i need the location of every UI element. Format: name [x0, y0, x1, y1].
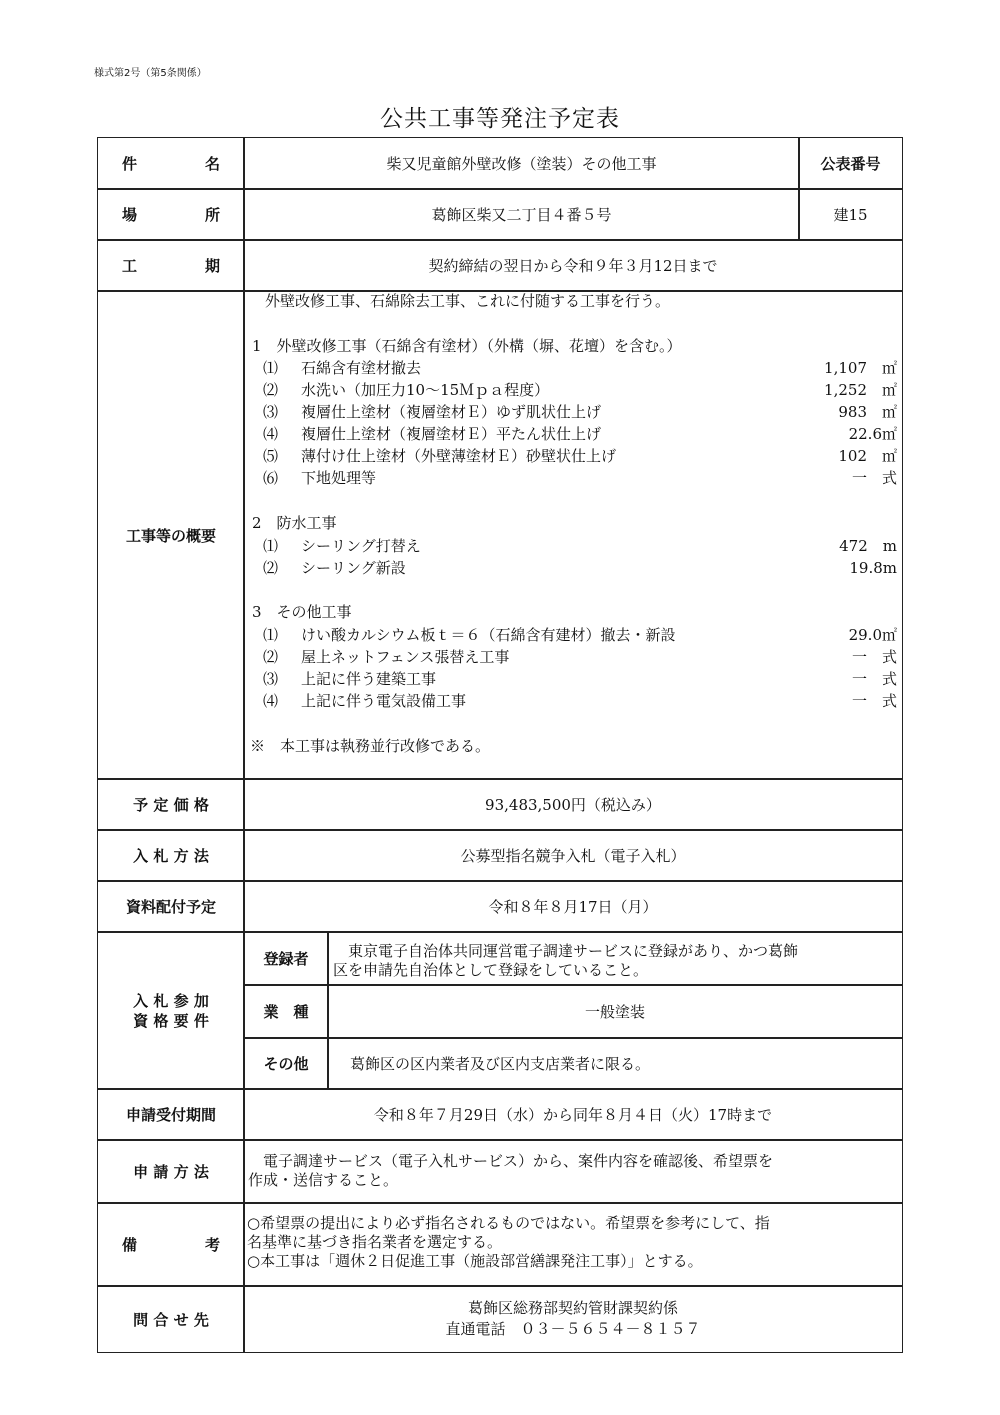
location-value: 葛飾区柴又二丁目４番５号	[243, 188, 800, 241]
label-bid-qualification: 入 札 参 加 資 格 要 件	[97, 931, 245, 1090]
label-contact: 問 合 せ 先	[97, 1285, 245, 1353]
label-application-period: 申請受付期間	[97, 1088, 245, 1141]
project-name-value: 柴又児童館外壁改修（塗装）その他工事	[243, 137, 800, 190]
contact-value: 葛飾区総務部契約管財課契約係 直通電話 ０３－５６５４－８１５７	[243, 1285, 903, 1353]
publication-number-value: 建15	[798, 188, 903, 241]
label-industry: 業 種	[243, 984, 329, 1039]
label-estimated-price: 予 定 価 格	[97, 778, 245, 831]
section-heading: 3 その他工事	[252, 603, 352, 621]
label-registrant: 登録者	[243, 931, 329, 986]
construction-period-value: 契約締結の翌日から令和９年３月12日まで	[243, 239, 903, 292]
other-requirements-value: 葛飾区の区内業者及び区内支店業者に限る。	[327, 1037, 903, 1090]
registrant-value: 東京電子自治体共同運営電子調達サービスに登録があり、かつ葛飾 区を申請先自治体として登録をしていること。	[333, 942, 799, 979]
label-location: 場 所	[97, 188, 245, 241]
list-item: ⑷ 上記に伴う電気設備工事 一 式	[263, 692, 897, 710]
list-item: ⑴ けい酸カルシウム板ｔ＝６（石綿含有建材）撤去・新設 29.0㎡	[263, 626, 897, 644]
list-item: ⑶ 上記に伴う建築工事 一 式	[263, 670, 897, 688]
list-item: ⑶ 複層仕上塗材（複層塗材Ｅ）ゆず肌状仕上げ 983 ㎡	[263, 403, 897, 421]
label-overview: 工事等の概要	[97, 290, 245, 780]
section-heading: 1 外壁改修工事（石綿含有塗材）（外構（塀、花壇）を含む。）	[252, 337, 682, 355]
list-item: ⑴ シーリング打替え 472 m	[263, 537, 897, 555]
list-item: ⑵ 屋上ネットフェンス張替え工事 一 式	[263, 648, 897, 666]
remarks-value: ○希望票の提出により必ず指名されるものではない。希望票を参考にして、指 名基準に基づき指名業者を選定する。 ○本工事は「週休２日促進工事（施設部営繕課発注工事）」とする。	[247, 1214, 770, 1270]
label-other-requirements: その他	[243, 1037, 329, 1090]
section-heading: 2 防水工事	[252, 514, 337, 532]
overview-intro: 外壁改修工事、石綿除去工事、これに付随する工事を行う。	[265, 292, 671, 310]
label-application-method: 申 請 方 法	[97, 1139, 245, 1204]
list-item: ⑵ 水洗い（加圧力10～15Ｍｐａ程度） 1,252 ㎡	[263, 381, 897, 399]
industry-value: 一般塗装	[327, 984, 903, 1039]
list-item: ⑴ 石綿含有塗材撤去 1,107 ㎡	[263, 359, 897, 377]
label-bid-method: 入 札 方 法	[97, 829, 245, 882]
form-number-label: 様式第2号（第5条関係）	[94, 68, 207, 79]
estimated-price-value: 93,483,500円（税込み）	[243, 778, 903, 831]
document-distribution-value: 令和８年８月17日（月）	[243, 880, 903, 933]
label-project-name: 件 名	[97, 137, 245, 190]
label-construction-period: 工 期	[97, 239, 245, 292]
label-document-distribution: 資料配付予定	[97, 880, 245, 933]
bid-method-value: 公募型指名競争入札（電子入札）	[243, 829, 903, 882]
application-method-value: 電子調達サービス（電子入札サービス）から、案件内容を確認後、希望票を 作成・送信すること。	[248, 1152, 774, 1189]
list-item: ⑷ 複層仕上塗材（複層塗材Ｅ）平たん状仕上げ 22.6㎡	[263, 425, 897, 443]
publication-number-label: 公表番号	[798, 137, 903, 190]
list-item: ⑸ 薄付け仕上塗材（外壁薄塗材Ｅ）砂壁状仕上げ 102 ㎡	[263, 447, 897, 465]
document-title: 公共工事等発注予定表	[380, 106, 620, 132]
overview-note: ※ 本工事は執務並行改修である。	[250, 737, 491, 755]
list-item: ⑵ シーリング新設 19.8m	[263, 559, 897, 577]
list-item: ⑹ 下地処理等 一 式	[263, 469, 897, 487]
application-period-value: 令和８年７月29日（水）から同年８月４日（火）17時まで	[243, 1088, 903, 1141]
label-remarks: 備 考	[97, 1202, 245, 1287]
